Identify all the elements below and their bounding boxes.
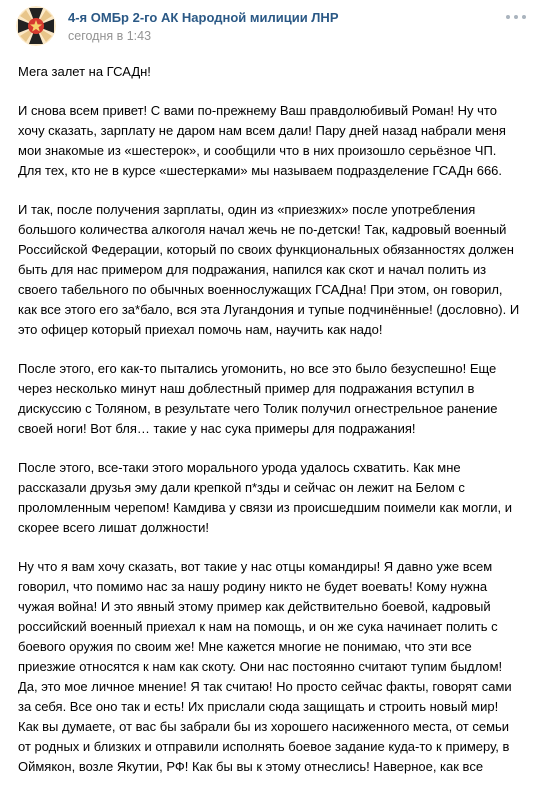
- emblem-icon: [16, 6, 56, 46]
- post-text-line: Оймякон, возле Якутии, РФ! Как бы вы к этому отнеслись! Наверное, как все: [18, 759, 484, 774]
- post-text-line: чужая война! И это явный этому пример как действительно боевой, кадровый: [18, 599, 491, 614]
- post-text-line: российский военный приехал к нам на помощь, и он же сука начинает полить с: [18, 619, 498, 634]
- post-text-line: как все этого его за*бало, вся эта Лугандония и тупые подчинённые! (дословно). И: [18, 302, 520, 317]
- post-paragraph: [18, 458, 530, 538]
- post-text-line: хочу сказать, зарплату не даром нам всем дали! Пару дней назад набрали меня: [18, 123, 506, 138]
- post-paragraph: [18, 557, 530, 777]
- post-text-line: за себя. Все оно так и есть! Их прислали сюда защищать и строить новый мир!: [18, 699, 499, 714]
- post-text-line: дискуссию с Толяном, в результате чего Толик получил огнестрельное ранение: [18, 401, 498, 416]
- post-text-line: После этого, все-таки этого морального урода удалось схватить. Как мне: [18, 460, 461, 475]
- post-text-line: проломленным черепом! Камдива у связи из происшедшим поимели как могли, и: [18, 500, 512, 515]
- post-text-line: это офицер который приехал помочь нам, научить как надо!: [18, 322, 383, 337]
- post-text-line: от родных и близких и отправили исполнять боевое задание куда-то к примеру, в: [18, 739, 510, 754]
- group-avatar[interactable]: [16, 6, 56, 46]
- post-text-line: Российской Федерации, который по своих функциональных обязанностях должен: [18, 242, 514, 257]
- post-text-line: быть для нас примером для подражания, напился как скот и начал полить из: [18, 262, 487, 277]
- post-text-line: своего табельного по обычных военнослужащих ГСАДна! При этом, он говорил,: [18, 282, 503, 297]
- post-paragraph: [18, 200, 530, 340]
- post-text-line: через несколько минут наш доблестный пример для подражания вступил в: [18, 381, 475, 396]
- post-paragraph: [18, 359, 530, 439]
- post-text-line: мои знакомые из «шестерок», и сообщили что в них произошло серьёзное ЧП.: [18, 143, 497, 158]
- post-paragraph: [18, 101, 530, 181]
- post-text-line: говорил, что помимо нас за нашу родину никто не будет воевать! Кому нужна: [18, 579, 488, 594]
- post-text-line: своей ноги! Вот бля… такие у нас сука примеры для подражания!: [18, 421, 416, 436]
- post-text-line: рассказали друзья эму дали крепкой п*зды и сейчас он лежит на Белом с: [18, 480, 465, 495]
- post-text-line: Да, это мое личное мнение! Я так считаю! Но просто сейчас факты, говорят сами: [18, 679, 512, 694]
- post-text-line: боевого оружия по своим же! Мне кажется многие не понимаю, что эти все: [18, 639, 472, 654]
- post-text-line: Как вы думаете, от вас бы забрали бы из хорошего насиженного места, от семьи: [18, 719, 510, 734]
- post-paragraph: [18, 62, 530, 82]
- post-author-link[interactable]: 4-я ОМБр 2-го АК Народной милиции ЛНР: [68, 10, 339, 25]
- post-header: [16, 6, 526, 46]
- post-text-line: Ну что я вам хочу сказать, вот такие у нас отцы командиры! Я давно уже всем: [18, 559, 493, 574]
- post-text-line: И так, после получения зарплаты, один из «приезжих» после употребления: [18, 202, 476, 217]
- post-text-line: И снова всем привет! С вами по-прежнему Ваш правдолюбивый Роман! Ну что: [18, 103, 497, 118]
- post-timestamp[interactable]: сегодня в 1:43: [68, 29, 152, 43]
- post-text-line: Для тех, кто не в курсе «шестерками» мы называем подразделение ГСАДн 666.: [18, 163, 503, 178]
- post-text: [18, 62, 530, 796]
- post-text-line: большого количества алкоголя начал жечь не по-детски! Так, кадровый военный: [18, 222, 507, 237]
- post-text-line: приезжие относятся к нам как скоту. Они нас постоянно считают тупим быдлом!: [18, 659, 503, 674]
- more-options-icon[interactable]: [506, 10, 526, 24]
- post-text-line: После этого, его как-то пытались угомонить, но все это было безуспешно! Еще: [18, 361, 497, 376]
- post-text-line: Мега залет на ГСАДн!: [18, 64, 151, 79]
- post-text-line: скорее всего лишат должности!: [18, 520, 209, 535]
